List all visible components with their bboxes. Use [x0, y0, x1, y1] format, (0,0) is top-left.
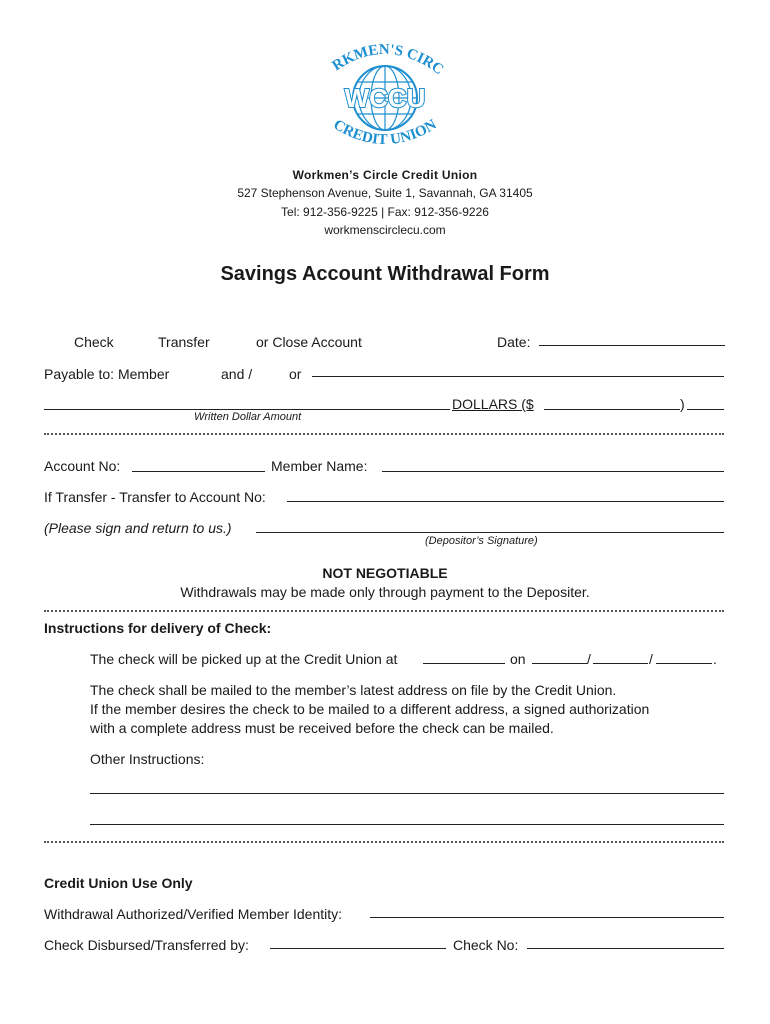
org-website[interactable]: workmenscirclecu.com — [324, 223, 446, 237]
written-amount-caption: Written Dollar Amount — [194, 411, 302, 423]
other-instructions-field-1[interactable] — [90, 793, 724, 794]
form-title: Savings Account Withdrawal Form — [220, 263, 550, 285]
date-label: Date: — [497, 334, 531, 350]
pickup-slash-1: / — [587, 651, 591, 667]
account-no-label: Account No: — [44, 458, 121, 474]
pickup-text: The check will be picked up at the Credit Union at — [90, 651, 398, 667]
payable-field[interactable] — [312, 376, 724, 377]
org-address: 527 Stephenson Avenue, Suite 1, Savannah, GA 31405 — [237, 186, 533, 200]
credit-union-logo — [318, 40, 452, 160]
written-amount-field[interactable] — [44, 409, 450, 410]
divider-1 — [44, 433, 724, 435]
account-no-field[interactable] — [132, 471, 265, 472]
mail-text-2: If the member desires the check to be mailed to a different address, a signed authorization — [90, 701, 650, 717]
payable-or: or — [289, 366, 302, 382]
svg-text:WORKMEN'S CIRCLE — [318, 40, 446, 78]
pickup-period: . — [713, 651, 717, 667]
globe-logo-icon — [318, 40, 452, 160]
other-instructions-label: Other Instructions: — [90, 751, 205, 767]
payable-and: and / — [221, 366, 253, 382]
pickup-slash-2: / — [649, 651, 653, 667]
mail-text-3: with a complete address must be received before the check can be mailed. — [90, 720, 554, 736]
signature-field[interactable] — [256, 532, 724, 533]
other-instructions-field-2[interactable] — [90, 824, 724, 825]
authorized-field[interactable] — [370, 917, 724, 918]
transfer-to-field[interactable] — [287, 501, 724, 502]
divider-3 — [44, 841, 724, 843]
disbursed-field[interactable] — [270, 948, 446, 949]
pickup-day-field[interactable] — [593, 663, 648, 664]
logo-bottom-text: CREDIT UNION — [330, 116, 440, 149]
member-name-field[interactable] — [382, 471, 724, 472]
office-use-heading: Credit Union Use Only — [44, 875, 193, 891]
pickup-time-field[interactable] — [423, 663, 505, 664]
notice-text: Withdrawals may be made only through payment to the Depositer. — [180, 584, 590, 600]
org-phone-fax: Tel: 912-356-9225 | Fax: 912-356-9226 — [281, 205, 489, 219]
date-field[interactable] — [539, 345, 725, 346]
check-no-label: Check No: — [453, 937, 519, 953]
option-check[interactable]: Check — [74, 334, 114, 350]
dollars-label: DOLLARS ($ — [452, 396, 534, 412]
logo-mark-text: WCCU — [344, 83, 426, 113]
org-name: Workmen’s Circle Credit Union — [292, 168, 478, 182]
divider-2 — [44, 610, 724, 612]
authorized-label: Withdrawal Authorized/Verified Member Identity: — [44, 906, 343, 922]
mail-text-1: The check shall be mailed to the member’s latest address on file by the Credit Union. — [90, 682, 617, 698]
close-paren: ) — [680, 396, 685, 412]
numeric-amount-field[interactable] — [544, 409, 680, 410]
pickup-month-field[interactable] — [532, 663, 587, 664]
transfer-to-label: If Transfer - Transfer to Account No: — [44, 489, 266, 505]
payable-label: Payable to: Member — [44, 366, 170, 382]
option-close-account[interactable]: or Close Account — [256, 334, 362, 350]
logo-top-text: RKMEN'S CIRC — [329, 41, 447, 79]
pickup-year-field[interactable] — [656, 663, 712, 664]
disbursed-label: Check Disbursed/Transferred by: — [44, 937, 249, 953]
signature-caption: (Depositor’s Signature) — [425, 535, 538, 547]
amount-trailing-line — [687, 409, 724, 410]
delivery-heading: Instructions for delivery of Check: — [44, 620, 272, 636]
pickup-on: on — [510, 651, 526, 667]
check-no-field[interactable] — [527, 948, 724, 949]
option-transfer[interactable]: Transfer — [158, 334, 210, 350]
member-name-label: Member Name: — [271, 458, 368, 474]
not-negotiable-heading: NOT NEGOTIABLE — [322, 565, 448, 581]
sign-prompt: (Please sign and return to us.) — [44, 520, 232, 536]
